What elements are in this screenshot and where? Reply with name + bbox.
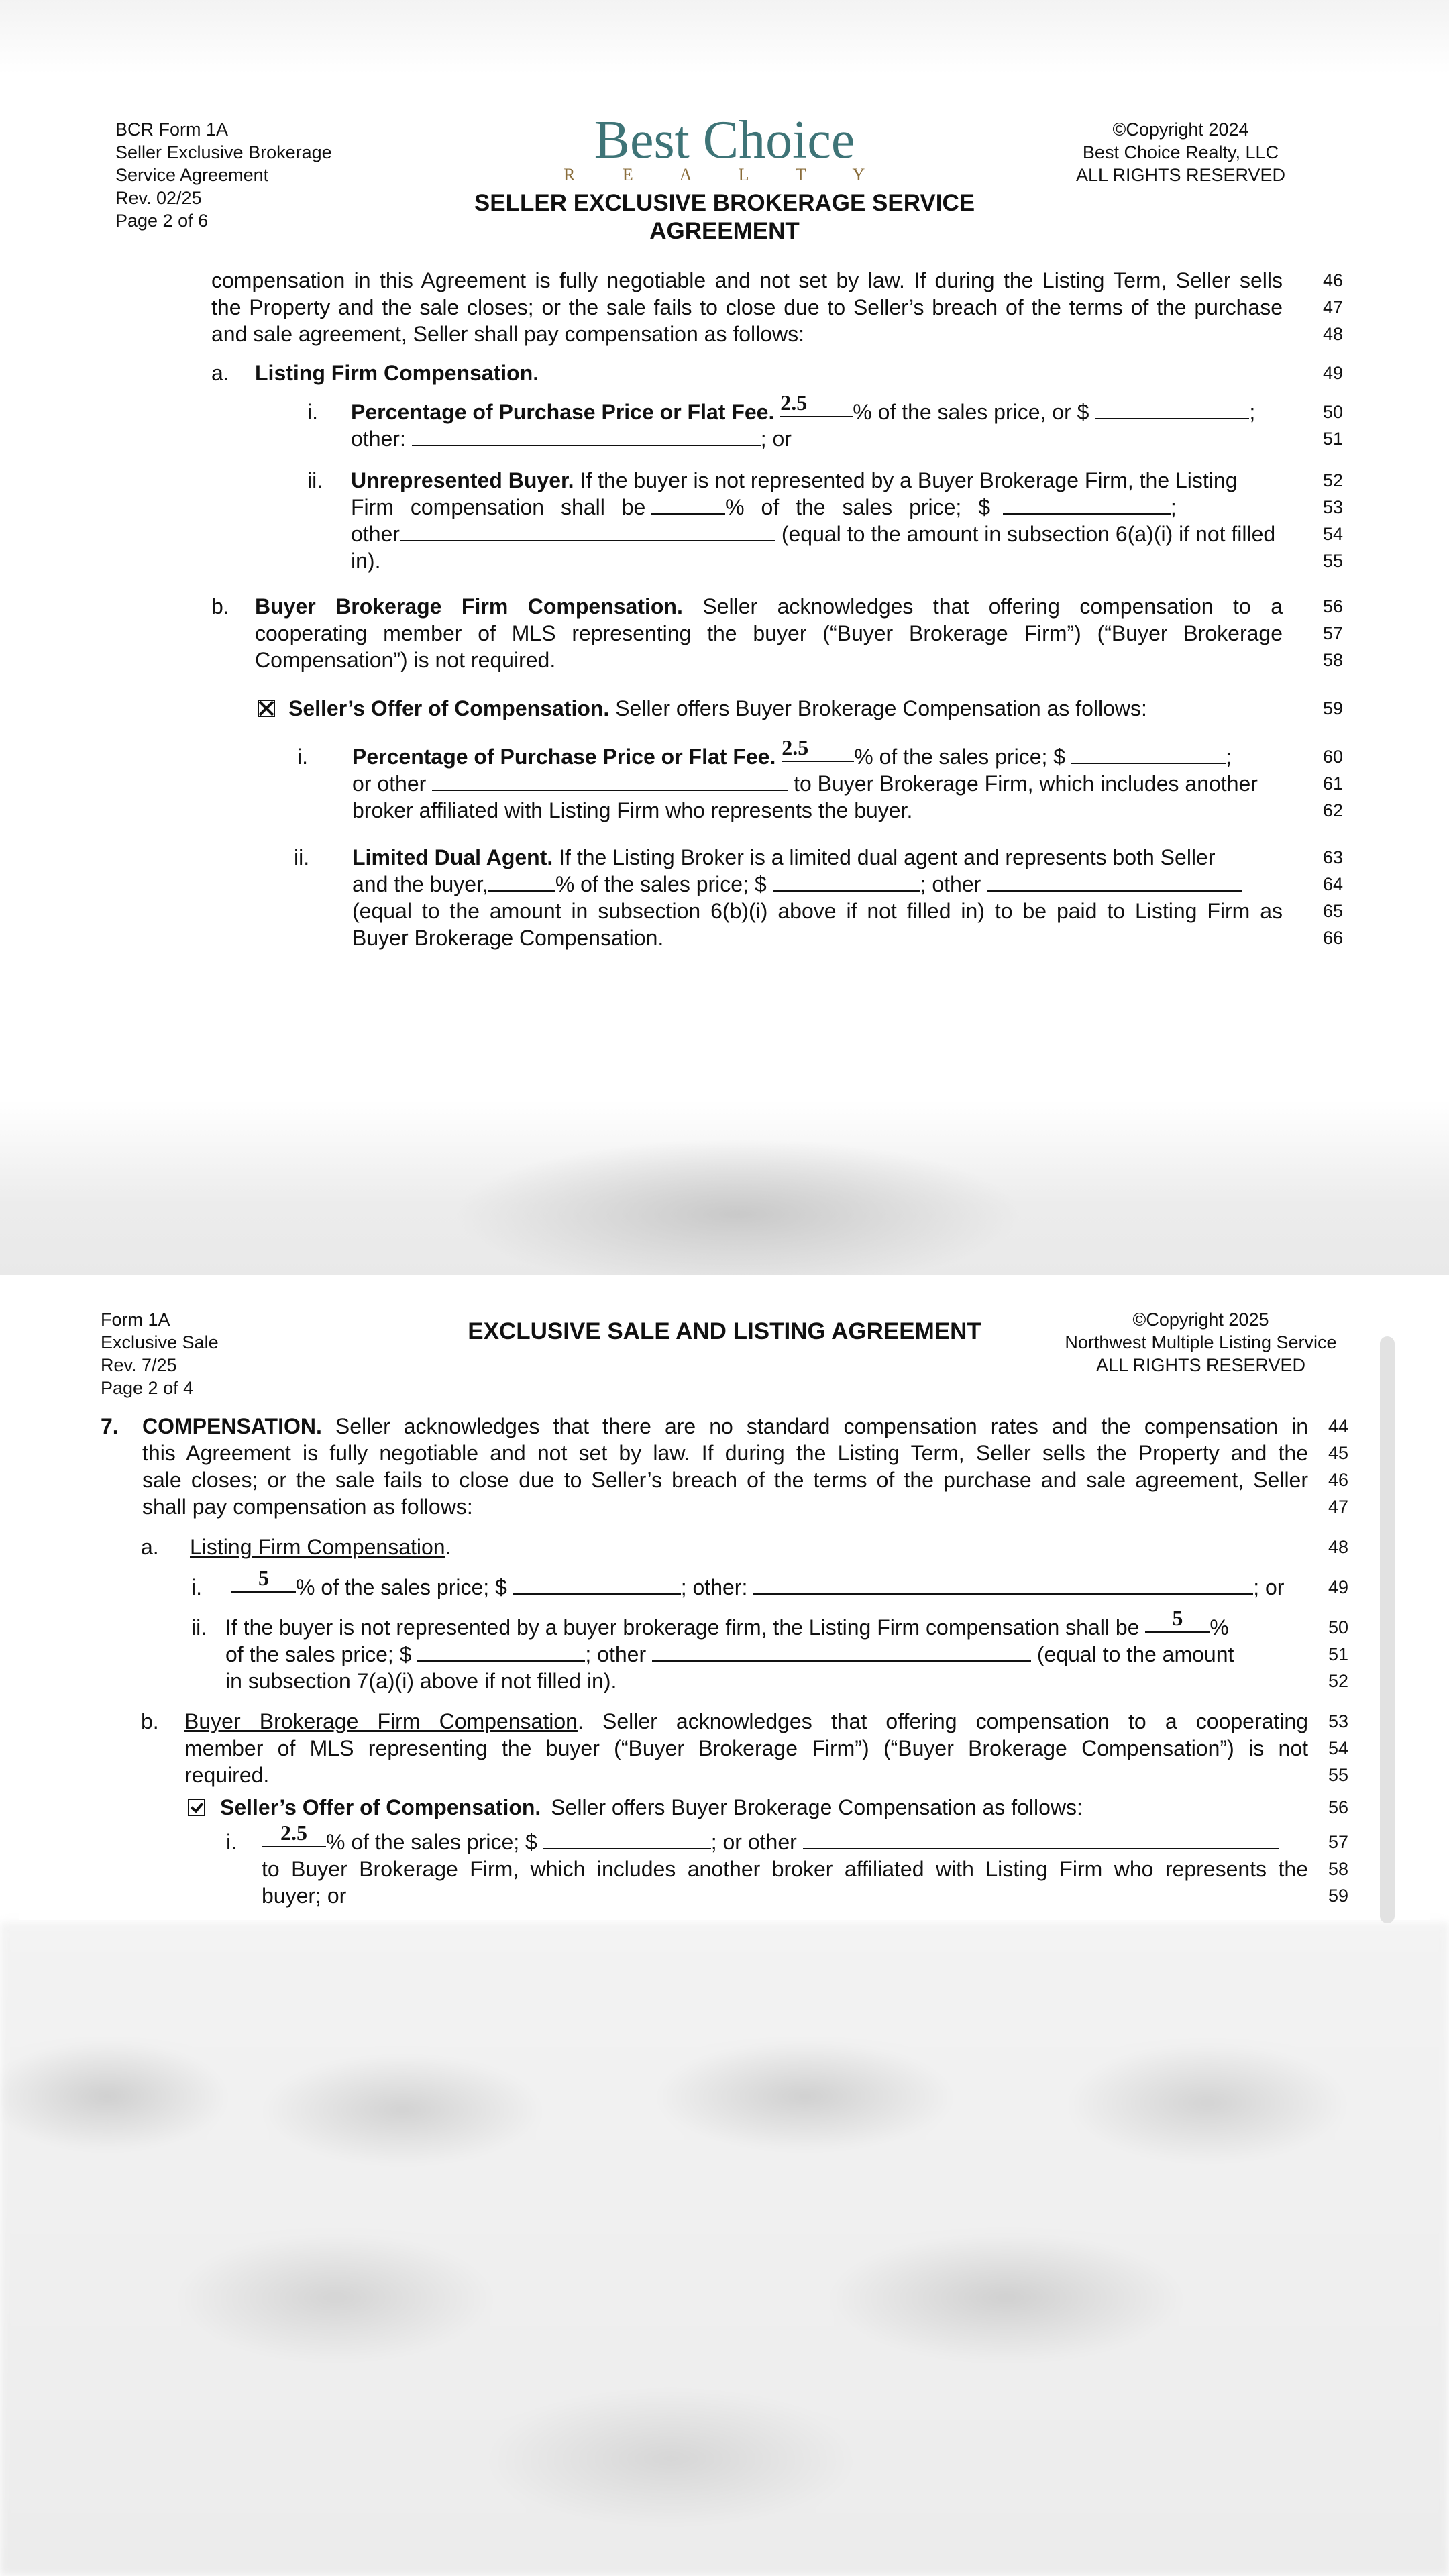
line-number: 58 [1323,650,1344,670]
line-number: 63 [1323,847,1344,867]
line-number: 50 [1328,1617,1349,1638]
listing-percentage-field-2[interactable] [231,1566,296,1593]
buyer-other-field[interactable] [432,772,788,791]
clause-text: ; or [1253,1575,1285,1599]
section-marker: a. [211,361,229,385]
company-logo [564,111,885,185]
line-number: 47 [1323,297,1344,317]
line-number: 58 [1328,1859,1349,1879]
section-7a-ii-line1 [225,1606,1229,1641]
section-7b-i-line2 [262,1856,1308,1882]
section-a-i-line2 [351,425,792,452]
line-number: 49 [1323,363,1344,383]
form-revision: Rev. 02/25 [115,188,202,208]
section-a-heading [211,360,539,386]
section-a-ii-marker: ii. [307,468,323,492]
page-number: Page 2 of 6 [115,211,209,231]
rights-reserved: ALL RIGHTS RESERVED [1095,1355,1306,1375]
clause-text: ; or other [710,1830,797,1854]
line-number: 50 [1323,402,1344,422]
section-heading: COMPENSATION. [142,1414,322,1438]
clause-text: member of MLS representing the buyer (“Buyer Brokerage Firm”) (“Buyer Brokerage Compensation”) is not [184,1736,1308,1760]
section-7b-marker: b. [141,1709,159,1733]
logo-subtitle: R E A L T Y [564,165,887,184]
clause-text: ; [1249,400,1256,424]
clause-heading: Unrepresented Buyer. [351,468,574,492]
blurred-background-top [0,0,1449,74]
section-a-i-marker: i. [307,400,318,424]
clause-text: . Seller acknowledges that offering compensation to a cooperating [577,1709,1309,1733]
line-number: 46 [1323,270,1344,290]
clause-text: shall pay compensation as follows: [142,1495,473,1519]
intro-line: compensation in this Agreement is fully negotiable and not set by law. If during the Listing Term, Seller sells [211,268,1283,292]
line-number: 54 [1328,1738,1349,1758]
copyright-owner: Northwest Multiple Listing Service [1065,1332,1337,1352]
copyright-year: ©Copyright 2025 [1132,1309,1269,1330]
blurred-background-middle [0,1100,1449,1275]
section-heading: Listing Firm Compensation [190,1535,445,1559]
section-b-ii-marker: ii. [294,845,310,869]
clause-text: Seller acknowledges that there are no standard compensation rates and the compensation in [335,1414,1309,1438]
section-7b-i-marker: i. [226,1830,237,1854]
form-id: BCR Form 1A [115,119,229,140]
clause-text: other [351,522,400,546]
copyright-notice [1046,118,1315,186]
line-number: 64 [1323,874,1344,894]
buyer-other-field-2[interactable] [803,1831,1279,1849]
unrepresented-other-field-2[interactable] [652,1643,1031,1662]
section-a-ii-line4: in). [351,549,381,573]
copyright-year: ©Copyright 2024 [1112,119,1249,140]
title-line1: SELLER EXCLUSIVE BROKERAGE SERVICE [474,190,975,216]
seller-offer-row-2 [188,1794,1083,1821]
section-b-i-marker: i. [297,745,308,769]
line-number: 56 [1328,1797,1349,1817]
listing-other-field-2[interactable] [753,1576,1253,1595]
copyright-notice-2 [1046,1308,1355,1377]
section-a-ii-line1 [351,467,1238,494]
clause-text: ; other [585,1642,647,1666]
section-7-paragraph [142,1413,1308,1520]
unrepresented-other-field[interactable] [400,523,775,541]
line-number: 62 [1323,800,1344,820]
section-7a-i-line [231,1566,1285,1601]
section-a-ii-line2 [351,494,1283,521]
clause-text: (equal to the amount in subsection 6(b)(i) above if not filled in) to be paid to Listing Firm as [352,899,1283,923]
listing-other-field[interactable] [412,427,761,446]
line-number: 54 [1323,524,1344,544]
unrepresented-percentage-value-2: 5 [1172,1606,1183,1630]
section-7a-ii-marker: ii. [191,1615,207,1640]
clause-text: % of the sales price; $ [296,1575,507,1599]
line-number: 53 [1323,497,1344,517]
clause-text: ; [1225,745,1232,769]
clause-text: sale closes; or the sale fails to close due to Seller’s breach of the terms of the purchase and sale agreement, Seller [142,1468,1308,1492]
listing-percentage-field[interactable] [780,390,853,417]
form-id: Form 1A [101,1309,170,1330]
line-number: 55 [1323,551,1344,571]
dual-agent-percentage-field[interactable] [488,873,555,892]
section-b-paragraph [255,593,1283,674]
line-number: 57 [1323,623,1344,643]
section-marker: a. [141,1535,159,1559]
intro-line: the Property and the sale closes; or the sale fails to close due to Seller’s breach of the terms of the purchase [211,295,1283,319]
seller-offer-checkbox[interactable] [258,700,275,717]
unrepresented-amount-field[interactable] [1003,496,1171,515]
section-a-ii-line3 [351,521,1275,547]
line-number: 51 [1328,1644,1349,1664]
clause-text: Compensation”) is not required. [255,648,556,672]
section-heading: Buyer Brokerage Firm Compensation [184,1709,578,1733]
clause-text: cooperating member of MLS representing the buyer (“Buyer Brokerage Firm”) (“Buyer Brokerage [255,621,1283,645]
section-b-ii-line2 [352,871,1242,898]
clause-text: to Buyer Brokerage Firm, which includes another [794,771,1258,796]
clause-text: If the Listing Broker is a limited dual agent and represents both Seller [559,845,1216,869]
dual-agent-amount-field[interactable] [773,873,920,892]
clause-text: ; other [920,872,981,896]
listing-percentage-value-2: 5 [258,1566,269,1590]
section-b-ii-line3 [352,898,1283,924]
line-number: 48 [1323,324,1344,344]
line-number: 56 [1323,596,1344,616]
clause-text: % of the sales price; $ [725,495,990,519]
section-7b-paragraph [184,1708,1308,1788]
form-name: Exclusive Sale [101,1332,219,1352]
clause-heading: Percentage of Purchase Price or Flat Fee. [351,400,775,424]
seller-offer-row [258,695,1147,722]
section-7b-i-line3: buyer; or [262,1884,347,1908]
line-number: 52 [1328,1671,1349,1691]
clause-text: % of the sales price; $ [326,1830,537,1854]
clause-text: ; other: [680,1575,748,1599]
clause-text: of the sales price; $ [225,1642,412,1666]
offer-heading: Seller’s Offer of Compensation. [220,1795,541,1819]
document-title-2: EXCLUSIVE SALE AND LISTING AGREEMENT [468,1318,981,1344]
form-name-line1: Seller Exclusive Brokerage [115,142,332,162]
buyer-flat-fee-field[interactable] [1071,745,1226,764]
section-b-i-line1 [352,735,1283,770]
section-7-marker: 7. [101,1414,119,1438]
clause-text: required. [184,1763,270,1787]
line-number: 52 [1323,470,1344,490]
copyright-owner: Best Choice Realty, LLC [1082,142,1279,162]
blurred-background-bottom [0,1922,1449,2576]
clause-text: If the buyer is not represented by a buyer brokerage firm, the Listing Firm compensation shall be [225,1615,1140,1640]
clause-text: Seller acknowledges that offering compensation to a [702,594,1283,619]
buyer-percentage-value: 2.5 [782,735,809,759]
clause-heading: Limited Dual Agent. [352,845,553,869]
intro-paragraph [211,267,1283,347]
listing-flat-fee-field[interactable] [1095,400,1249,419]
line-number: 60 [1323,747,1344,767]
line-number: 65 [1323,901,1344,921]
unrepresented-percentage-field[interactable] [651,496,725,515]
section-heading: Listing Firm Compensation. [255,361,539,385]
section-b-i-line2 [352,770,1258,797]
clause-text: ; [1170,495,1177,519]
offer-text: Seller offers Buyer Brokerage Compensation as follows: [551,1795,1083,1819]
section-b-ii-line1 [352,844,1215,871]
line-number: 53 [1328,1711,1349,1731]
listing-percentage-value: 2.5 [780,390,808,415]
line-number: 51 [1323,429,1344,449]
line-number: 57 [1328,1832,1349,1852]
clause-text: (equal to the amount [1036,1642,1234,1666]
line-number: 55 [1328,1765,1349,1785]
clause-text: or other [352,771,427,796]
form-name-line2: Service Agreement [115,165,269,185]
section-b-marker: b. [211,594,229,619]
page-number: Page 2 of 4 [101,1378,194,1398]
section-b-ii-line4: Buyer Brokerage Compensation. [352,926,664,950]
clause-text: % of the sales price, or $ [853,400,1089,424]
clause-text: % of the sales price; $ [854,745,1066,769]
clause-heading: Percentage of Purchase Price or Flat Fee. [352,745,776,769]
offer-text: Seller offers Buyer Brokerage Compensation as follows: [615,696,1147,720]
section-7b-i-line1 [262,1821,1279,1856]
buyer-percentage-value-2: 2.5 [280,1821,307,1845]
clause-text: % [1210,1615,1229,1640]
scrollbar[interactable] [1380,1336,1395,1923]
clause-text: ; or [760,427,792,451]
form-header-left [115,118,332,232]
rights-reserved: ALL RIGHTS RESERVED [1075,165,1286,185]
clause-text: other: [351,427,406,451]
section-7a-ii-line2 [225,1641,1234,1668]
clause-text: . [445,1535,451,1559]
section-b-i-line3: broker affiliated with Listing Firm who represents the buyer. [352,798,913,822]
section-heading: Buyer Brokerage Firm Compensation. [255,594,683,619]
form-revision: Rev. 7/25 [101,1355,177,1375]
buyer-percentage-field[interactable] [782,735,854,762]
dual-agent-other-field[interactable] [987,873,1242,892]
line-number: 47 [1328,1497,1349,1517]
unrepresented-percentage-field-2[interactable] [1145,1606,1210,1633]
section-7a-ii-line3: in subsection 7(a)(i) above if not filled in). [225,1669,617,1693]
line-number: 46 [1328,1470,1349,1490]
line-number: 66 [1323,928,1344,948]
clause-text: % of the sales price; $ [555,872,767,896]
line-number: 59 [1323,698,1344,718]
clause-text: Firm compensation shall be [351,495,646,519]
clause-text: and the buyer, [352,872,488,896]
section-7a-i-marker: i. [191,1575,202,1599]
line-number: 48 [1328,1537,1349,1557]
clause-text: to Buyer Brokerage Firm, which includes another broker affiliated with Listing Firm who represents the [262,1857,1308,1881]
seller-offer-checkbox-2[interactable] [188,1799,205,1816]
listing-amount-field-2[interactable] [513,1576,681,1595]
intro-line: and sale agreement, Seller shall pay compensation as follows: [211,322,805,346]
logo-wordmark: Best Choice [594,111,855,170]
clause-text: If the buyer is not represented by a Buyer Brokerage Firm, the Listing [580,468,1238,492]
line-number: 49 [1328,1577,1349,1597]
title-line2: AGREEMENT [649,218,800,244]
clause-text: this Agreement is fully negotiable and not set by law. If during the Listing Term, Seller sells the Property and the [142,1441,1308,1465]
unrepresented-amount-field-2[interactable] [417,1643,585,1662]
line-number: 44 [1328,1416,1349,1436]
offer-heading: Seller’s Offer of Compensation. [288,696,610,720]
buyer-percentage-field-2[interactable] [262,1821,326,1847]
buyer-amount-field-2[interactable] [543,1831,711,1849]
clause-text: (equal to the amount in subsection 6(a)(i) if not filled [781,522,1276,546]
section-7a-heading [141,1534,451,1560]
document-title [402,189,1046,246]
line-number: 59 [1328,1886,1349,1906]
line-number: 45 [1328,1443,1349,1463]
form-header-left-2 [101,1308,219,1399]
section-a-i-line1 [351,390,1283,425]
line-number: 61 [1323,773,1344,794]
